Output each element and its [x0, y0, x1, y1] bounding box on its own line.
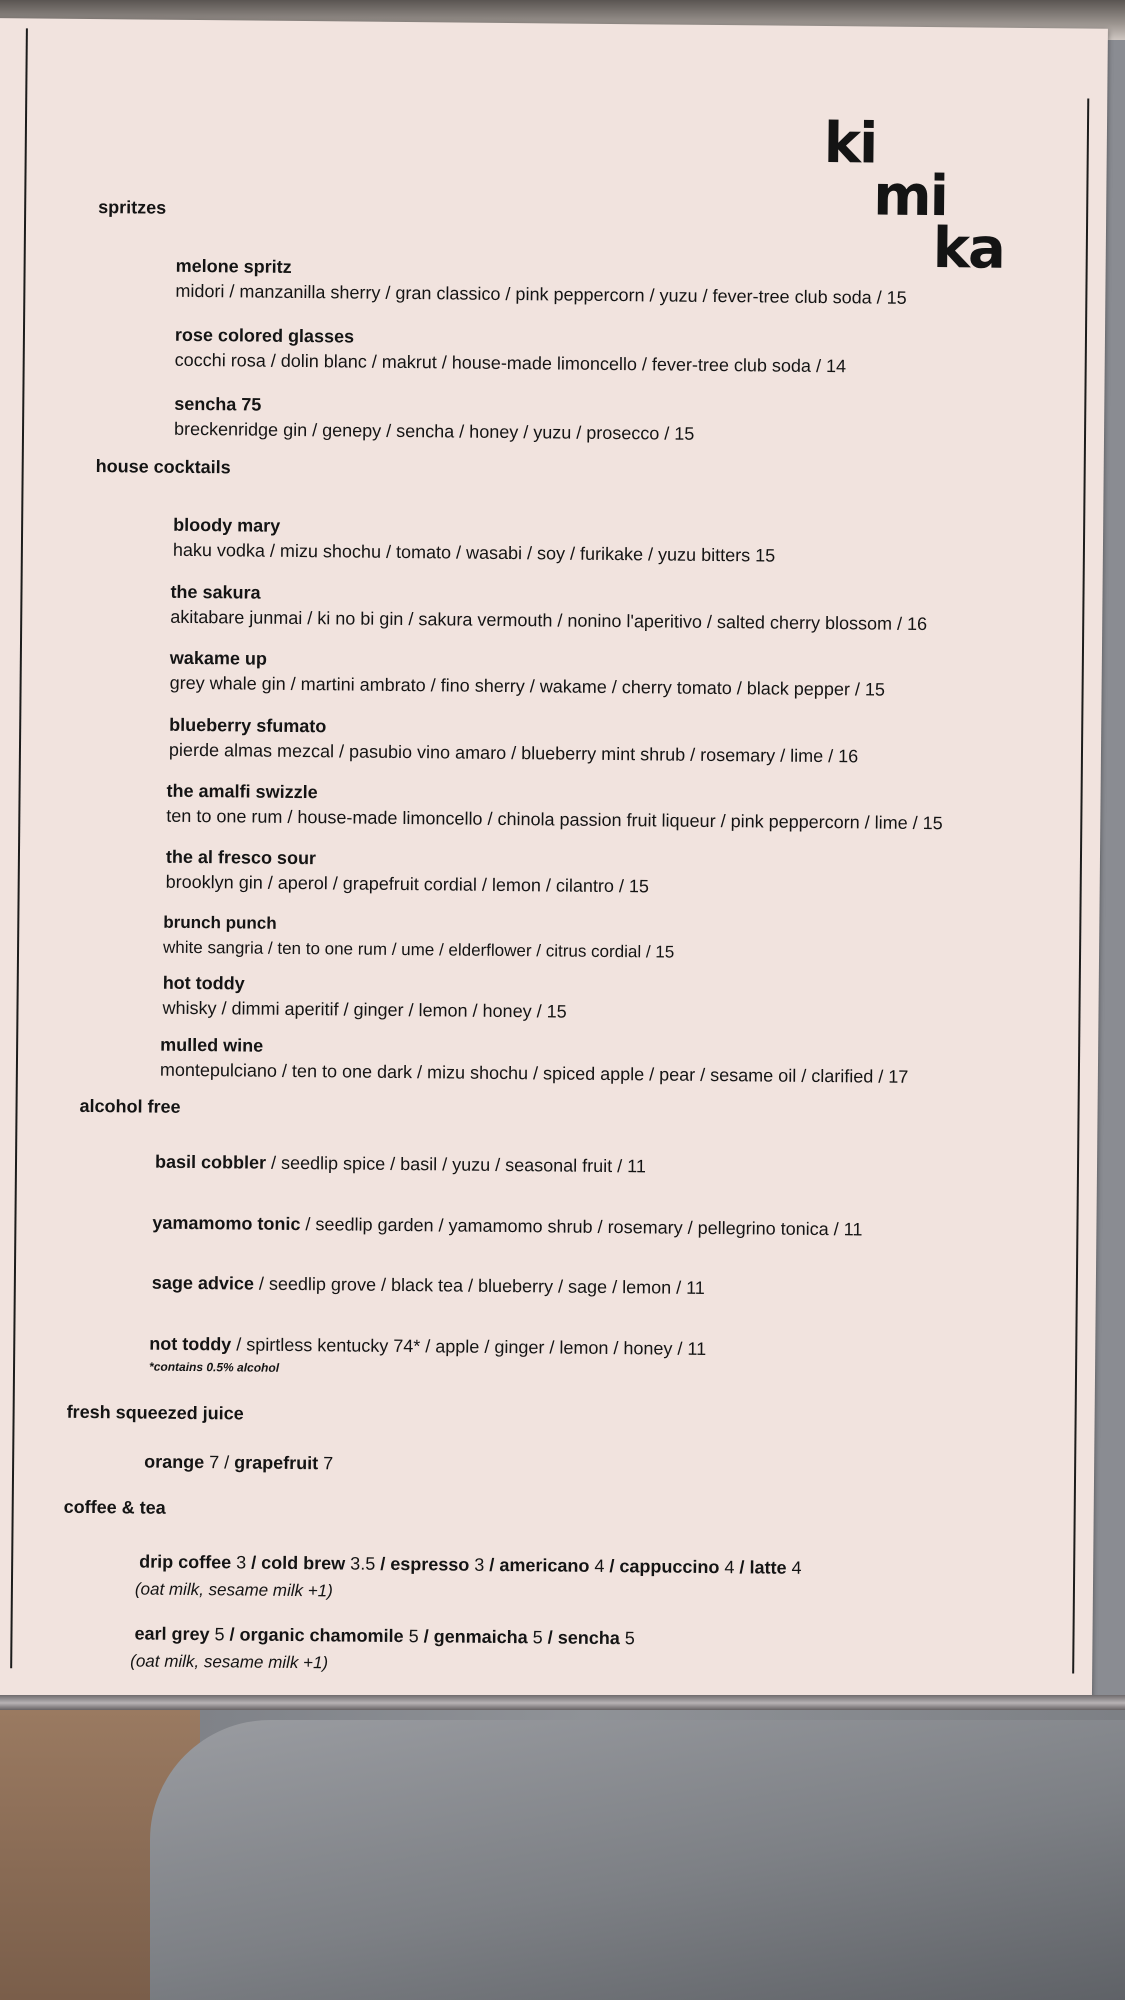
item-name: drip coffee [139, 1551, 232, 1573]
item-desc: pierde almas mezcal / pasubio vino amaro / blueberry mint shrub / rosemary / lime / 16 [168, 739, 859, 767]
item-name: latte [749, 1557, 787, 1578]
coffee-milk-note: (oat milk, sesame milk +1) [134, 1579, 333, 1601]
item-name: americano [499, 1554, 590, 1576]
logo-line-2: mi [873, 163, 948, 230]
menu-item [173, 513, 776, 569]
item-desc: midori / manzanilla sherry / gran classico / pink peppercorn / yuzu / fever-tree club soda / 15 [175, 280, 907, 308]
item-desc: / spirtless kentucky 74* / apple / ginger / lemon / honey / 11 [231, 1334, 707, 1359]
menu-sleeve-edge [0, 1695, 1125, 1711]
menu-item [166, 779, 943, 836]
item-name: cappuccino [619, 1556, 720, 1578]
item-name: not toddy [149, 1333, 232, 1355]
item-name: the amalfi swizzle [166, 780, 318, 803]
logo-line-3: ka [932, 216, 1005, 282]
item-price: 5 [209, 1624, 225, 1645]
separator: / [375, 1553, 391, 1574]
menu-item [162, 971, 567, 1025]
item-desc: haku vodka / mizu shochu / tomato / wasabi / soy / furikake / yuzu bitters 15 [172, 539, 776, 566]
item-price: 4 [786, 1557, 802, 1578]
right-rule [1072, 99, 1089, 1674]
item-desc: / seedlip spice / basil / yuzu / seasonal fruit / 11 [265, 1152, 647, 1177]
logo-line-1: ki [823, 111, 877, 177]
menu-item [149, 1334, 706, 1360]
menu-item [152, 1213, 862, 1241]
section-coffee-tea: coffee & tea [63, 1496, 166, 1518]
item-name: organic chamomile [239, 1624, 404, 1647]
item-price: 5 [527, 1627, 543, 1648]
item-desc: grey whale gin / martini ambrato / fino sherry / wakame / cherry tomato / black pepper / 15 [169, 672, 886, 700]
item-name: mulled wine [160, 1034, 264, 1056]
menu-page [0, 18, 1108, 1709]
item-desc: montepulciano / ten to one dark / mizu shochu / spiced apple / pear / sesame oil / clarified / 17 [159, 1059, 909, 1087]
coffee-line [139, 1552, 802, 1579]
section-spritzes: spritzes [98, 197, 167, 218]
separator: / [542, 1627, 558, 1648]
item-name: the al fresco sour [165, 846, 317, 869]
item-name: wakame up [169, 647, 268, 669]
menu-item [155, 1152, 646, 1178]
separator: / [246, 1552, 262, 1573]
item-name: bloody mary [173, 514, 281, 536]
item-name: earl grey [134, 1623, 210, 1645]
separator: / [734, 1557, 750, 1578]
item-name: orange [144, 1451, 205, 1473]
section-alcohol-free: alcohol free [79, 1095, 181, 1117]
item-name: genmaicha [433, 1626, 528, 1648]
item-desc: brooklyn gin / aperol / grapefruit cordial / lemon / cilantro / 15 [165, 871, 650, 897]
separator: / [418, 1626, 434, 1647]
separator: / [604, 1555, 620, 1577]
item-price: 3 [231, 1552, 247, 1573]
item-name: yamamomo tonic [152, 1212, 301, 1235]
item-desc: white sangria / ten to one rum / ume / elderflower / citrus cordial / 15 [162, 937, 675, 962]
separator: / [484, 1554, 500, 1575]
alcohol-note: *contains 0.5% alcohol [148, 1359, 280, 1375]
menu-item [174, 392, 695, 447]
item-name: grapefruit [234, 1452, 319, 1474]
item-name: the sakura [170, 581, 261, 603]
menu-item [163, 910, 675, 965]
item-price: 7 [318, 1453, 334, 1474]
section-juice: fresh squeezed juice [66, 1401, 244, 1424]
menu-item [152, 1273, 705, 1299]
item-price: 4 [589, 1555, 605, 1576]
item-name: brunch punch [163, 912, 277, 933]
item-price: 4 [719, 1557, 735, 1578]
tea-milk-note: (oat milk, sesame milk +1) [130, 1651, 329, 1673]
left-rule [10, 28, 28, 1668]
menu-item [166, 845, 650, 900]
item-price: 3 [469, 1554, 485, 1575]
menu-item [170, 646, 886, 703]
item-desc: akitabare junmai / ki no bi gin / sakura vermouth / nonino l'aperitivo / salted cherry blossom / 16 [170, 606, 928, 635]
item-name: rose colored glasses [174, 324, 355, 347]
item-name: melone spritz [175, 255, 292, 277]
separator: / [224, 1624, 240, 1645]
item-name: sencha [557, 1627, 620, 1649]
item-desc: whisky / dimmi aperitif / ginger / lemon / honey / 15 [162, 997, 567, 1022]
item-name: hot toddy [162, 972, 245, 994]
fabric-background [150, 1720, 1125, 2000]
menu-item [175, 323, 847, 379]
item-name: sage advice [151, 1272, 255, 1294]
item-desc: breckenridge gin / genepy / sencha / honey / yuzu / prosecco / 15 [173, 418, 695, 444]
item-name: blueberry sfumato [169, 714, 327, 737]
item-name: cold brew [261, 1552, 346, 1574]
separator: / [219, 1452, 235, 1473]
item-desc: / seedlip garden / yamamomo shrub / rosemary / pellegrino tonica / 11 [300, 1214, 863, 1240]
section-house-cocktails: house cocktails [95, 456, 231, 478]
juice-line [144, 1452, 333, 1475]
menu-item [175, 254, 907, 311]
item-desc: ten to one rum / house-made limoncello / chinola passion fruit liqueur / pink peppercorn / lime / 15 [166, 805, 943, 834]
item-name: basil cobbler [154, 1151, 267, 1173]
item-price: 3.5 [345, 1553, 376, 1574]
item-price: 5 [619, 1628, 635, 1649]
item-name: sencha 75 [174, 393, 262, 415]
item-desc: / seedlip grove / black tea / blueberry / sage / lemon / 11 [253, 1273, 705, 1298]
menu-item [170, 580, 927, 637]
item-price: 7 [204, 1452, 220, 1473]
item-price: 5 [403, 1626, 419, 1647]
tea-line [134, 1623, 635, 1649]
item-name: espresso [390, 1553, 470, 1575]
menu-item [160, 1033, 909, 1090]
item-desc: cocchi rosa / dolin blanc / makrut / house-made limoncello / fever-tree club soda / 14 [174, 349, 847, 377]
menu-item [169, 713, 859, 770]
